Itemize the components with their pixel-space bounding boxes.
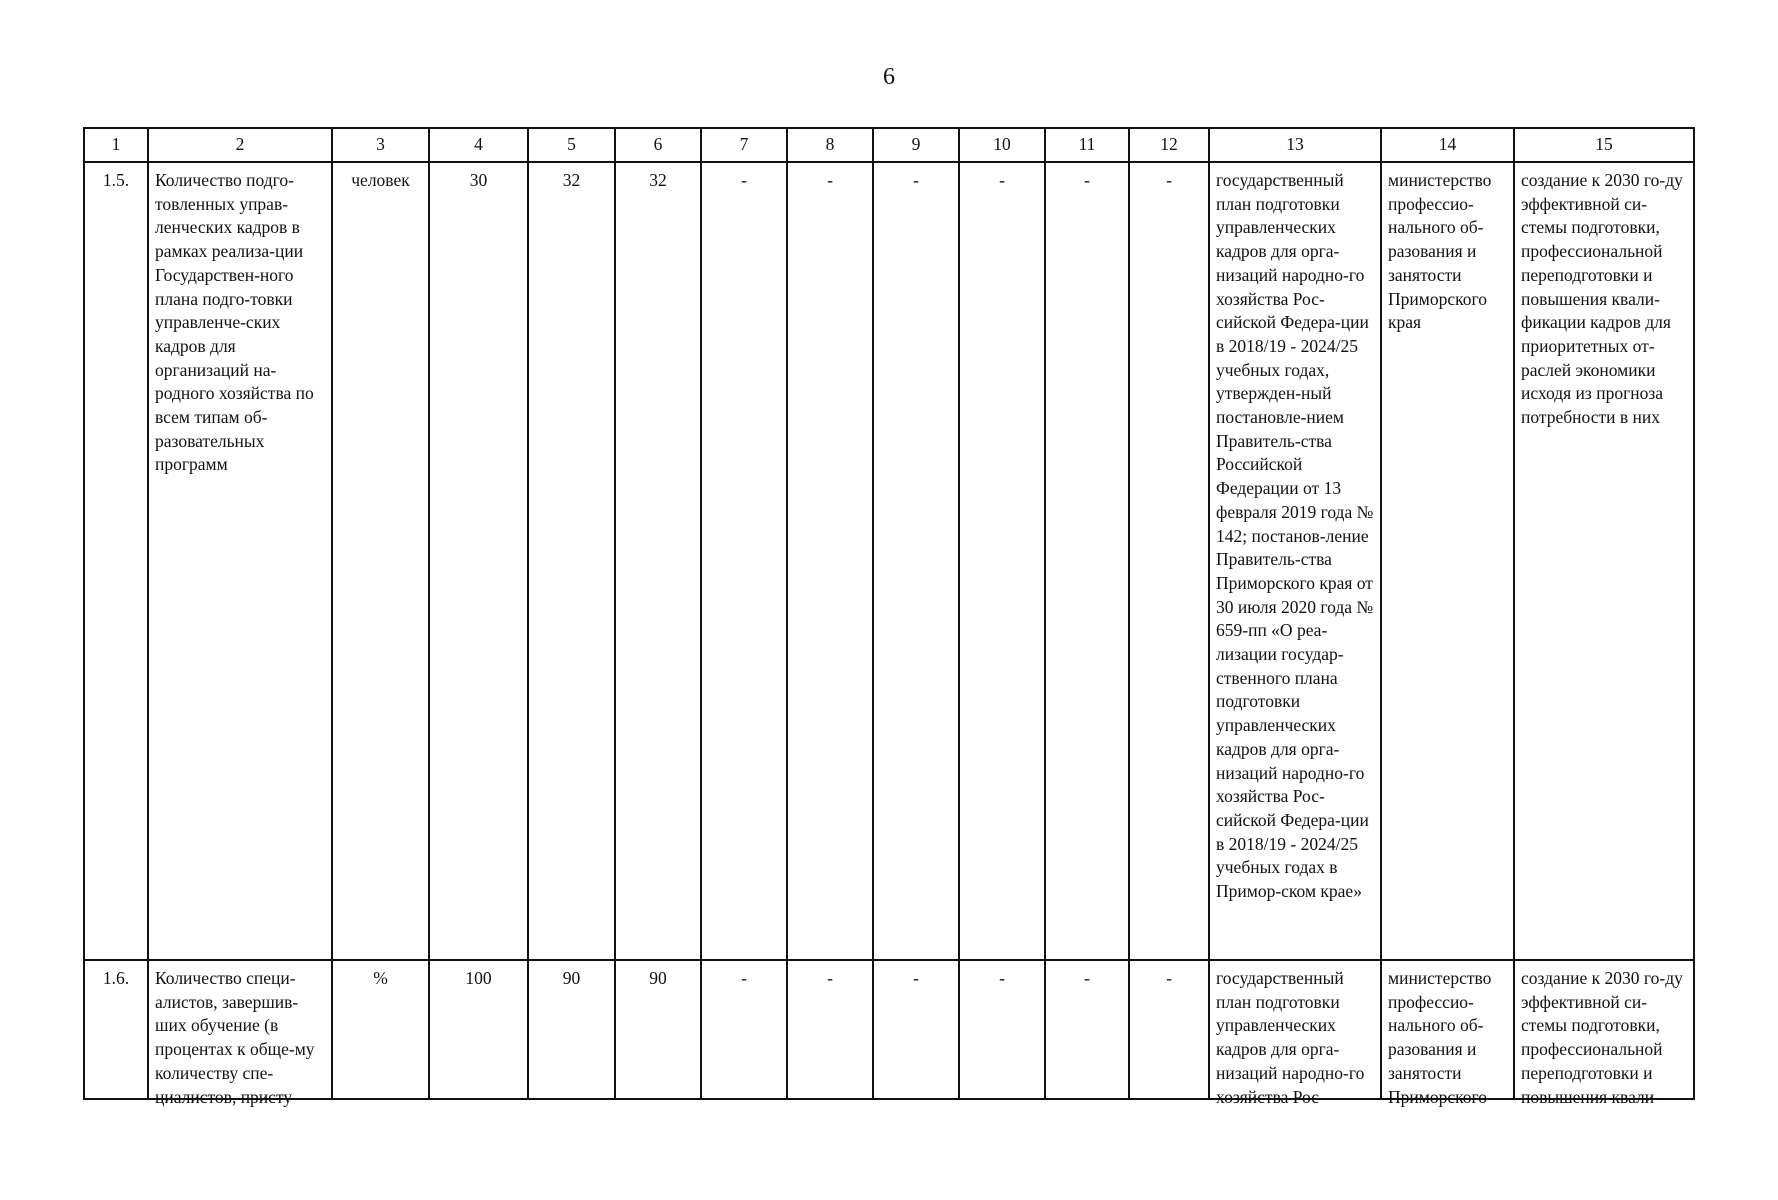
source-document <box>1209 960 1381 1107</box>
column-header: 12 <box>1129 128 1209 162</box>
indicator-name-text: Количество специ-алистов, завершив-ших обучение (в процентах к обще-му количеству спе-циалистов, присту <box>155 968 315 1107</box>
value-cell: 32 <box>615 162 701 960</box>
value-cell: - <box>1129 960 1209 1099</box>
goal-cell <box>1514 960 1694 1107</box>
table-row <box>84 162 1694 960</box>
indicators-table <box>83 127 1695 1107</box>
value-cell: - <box>1045 162 1129 960</box>
responsible-body-text: министерство профессио-нального об-разования и занятости Приморского <box>1388 968 1492 1107</box>
row-number: 1.5. <box>84 162 148 960</box>
header-row <box>84 128 1694 162</box>
value-cell: - <box>787 162 873 960</box>
column-header: 1 <box>84 128 148 162</box>
column-header: 10 <box>959 128 1045 162</box>
table-row <box>84 960 1694 1099</box>
value-cell: - <box>1129 162 1209 960</box>
column-header: 11 <box>1045 128 1129 162</box>
source-document: государственный план подготовки управленческих кадров для орга-низаций народно-го хозяйства Рос-сийской Федера-ции в 2018/19 - 2024/25 учебных годах, утвержден-ный постановле-нием Правитель-ства Российской Федерации от 13 февраля 2019 года № 142; постанов-ление Правитель-ства Приморского края от 30 июля 2020 года № 659-пп «О реа-лизации государ-ственного плана подготовки управленческих кадров для орга-низаций народно-го хозяйства Рос-сийской Федера-ции в 2018/19 - 2024/25 учебных годах в Примор-ском крае» <box>1209 162 1381 960</box>
value-cell: - <box>873 960 959 1099</box>
column-header: 6 <box>615 128 701 162</box>
value-cell: - <box>701 960 787 1099</box>
value-cell: - <box>787 960 873 1099</box>
value-cell: - <box>873 162 959 960</box>
column-header: 14 <box>1381 128 1514 162</box>
column-header: 7 <box>701 128 787 162</box>
value-cell: 90 <box>615 960 701 1099</box>
indicator-name <box>148 960 332 1107</box>
value-cell: - <box>959 162 1045 960</box>
column-header: 13 <box>1209 128 1381 162</box>
indicator-name: Количество подго-товленных управ-ленческих кадров в рамках реализа-ции Государствен-ного плана подго-товки управленче-ских кадров для организаций на-родного хозяйства по всем типам об-разовательных программ <box>148 162 332 960</box>
page-number: 6 <box>883 64 895 90</box>
goal-cell: создание к 2030 го-ду эффективной си-стемы подготовки, профессиональной переподготовки и повышения квали-фикации кадров для приоритетных от-раслей экономики исходя из прогноза потребности в них <box>1514 162 1694 960</box>
row-number: 1.6. <box>84 960 148 1099</box>
column-header: 2 <box>148 128 332 162</box>
column-header: 15 <box>1514 128 1694 162</box>
unit-cell: % <box>332 960 429 1099</box>
responsible-body <box>1381 960 1514 1107</box>
value-cell: 100 <box>429 960 528 1099</box>
column-header: 3 <box>332 128 429 162</box>
responsible-body: министерство профессио-нального об-разования и занятости Приморского края <box>1381 162 1514 960</box>
column-header: 8 <box>787 128 873 162</box>
unit-cell: человек <box>332 162 429 960</box>
value-cell: 30 <box>429 162 528 960</box>
column-header: 4 <box>429 128 528 162</box>
value-cell: - <box>1045 960 1129 1099</box>
value-cell: - <box>701 162 787 960</box>
value-cell: 32 <box>528 162 615 960</box>
goal-text: создание к 2030 го-ду эффективной си-стемы подготовки, профессиональной переподготовки и повышения квали- <box>1521 968 1683 1107</box>
source-document-text: государственный план подготовки управленческих кадров для орга-низаций народно-го хозяйства Рос <box>1216 968 1365 1107</box>
value-cell: 90 <box>528 960 615 1099</box>
column-header: 9 <box>873 128 959 162</box>
value-cell: - <box>959 960 1045 1099</box>
column-header: 5 <box>528 128 615 162</box>
